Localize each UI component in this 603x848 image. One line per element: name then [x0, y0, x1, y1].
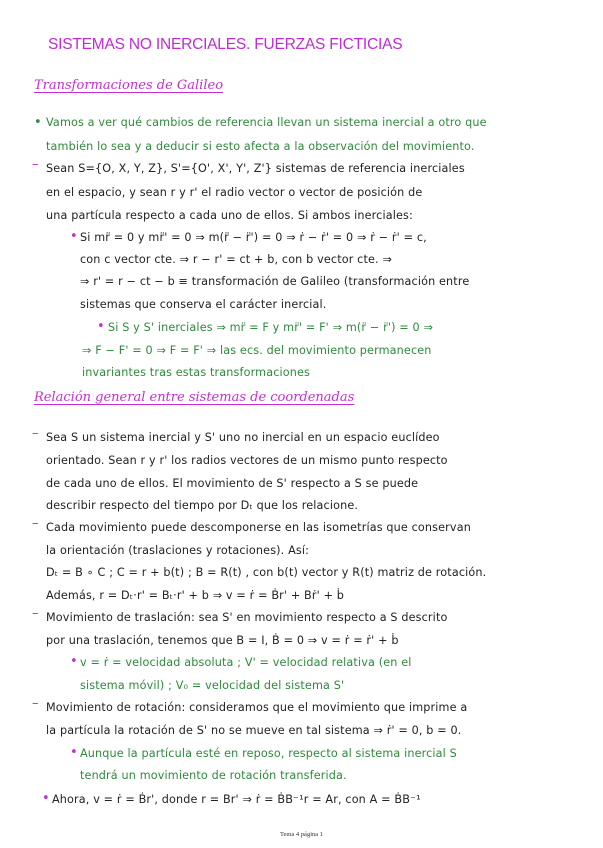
text-line: orientado. Sean r y r' los radios vectores de un mismo punto respecto: [46, 454, 448, 467]
text-line: v = ṙ = velocidad absoluta ; V' = velocidad relativa (en el: [80, 656, 412, 669]
text-line: Si S y S' inerciales ⇒ mr̈ = F y mr̈' = F' ⇒ m(r̈ − r̈') = 0 ⇒: [108, 321, 434, 334]
text-line: Movimiento de traslación: sea S' en movimiento respecto a S descrito: [46, 611, 448, 624]
bullet-dash: –: [32, 606, 39, 621]
bullet-dash: –: [32, 516, 39, 531]
text-line: Aunque la partícula esté en reposo, respecto al sistema inercial S: [80, 747, 457, 760]
bullet-dot: •: [42, 791, 50, 806]
text-line: Vamos a ver qué cambios de referencia llevan un sistema inercial a otro que: [46, 116, 487, 129]
section-heading-galileo: Transformaciones de Galileo: [34, 78, 224, 93]
text-line: por una traslación, tenemos que B = I, Ḃ = 0 ⇒ v = ṙ = ṙ' + ḃ: [46, 634, 399, 647]
text-line: Movimiento de rotación: consideramos que el movimiento que imprime a: [46, 701, 468, 714]
text-line: Además, r = Dₜ·r' = Bₜ·r' + b ⇒ v = ṙ = Ḃr' + Bṙ' + ḃ: [46, 589, 345, 602]
page-title: SISTEMAS NO INERCIALES. FUERZAS FICTICIAS: [48, 36, 403, 53]
bullet-dash: –: [32, 157, 39, 172]
section-heading-relacion: Relación general entre sistemas de coordenadas: [34, 390, 355, 405]
text-line: una partícula respecto a cada uno de ellos. Si ambos inerciales:: [46, 209, 413, 222]
text-line: tendrá un movimiento de rotación transferida.: [80, 769, 347, 782]
bullet-dot: •: [70, 745, 78, 760]
text-line: sistemas que conserva el carácter inercial.: [80, 298, 327, 311]
bullet-dot: •: [70, 654, 78, 669]
bullet-dot: •: [70, 229, 78, 244]
text-line: Cada movimiento puede descomponerse en las isometrías que conservan: [46, 521, 471, 534]
text-line: ⇒ r' = r − ct − b ≡ transformación de Galileo (transformación entre: [80, 275, 470, 288]
bullet-dash: –: [32, 426, 39, 441]
text-line: sistema móvil) ; V₀ = velocidad del sistema S': [80, 679, 345, 692]
text-line: Si mr̈ = 0 y mr̈' = 0 ⇒ m(r̈ − r̈') = 0 ⇒ ṙ − ṙ' = 0 ⇒ ṙ − ṙ' = c,: [80, 231, 427, 244]
text-line: Ahora, v = ṙ = Ḃr', donde r = Br' ⇒ ṙ = ḂB⁻¹r = Ar, con A = ḂB⁻¹: [52, 793, 421, 806]
text-line: con c vector cte. ⇒ r − r' = ct + b, con b vector cte. ⇒: [80, 253, 392, 266]
text-line: Sea S un sistema inercial y S' uno no inercial en un espacio euclídeo: [46, 431, 440, 444]
bullet-dash: –: [32, 696, 39, 711]
text-line: describir respecto del tiempo por Dₜ que los relacione.: [46, 499, 359, 512]
text-line: la partícula la rotación de S' no se mueve en tal sistema ⇒ ṙ' = 0, b = 0.: [46, 724, 462, 737]
bullet-dot: •: [97, 319, 105, 334]
text-line: Dₜ = B ∘ C ; C = r + b(t) ; B = R(t) , con b(t) vector y R(t) matriz de rotación.: [46, 566, 487, 579]
text-line: invariantes tras estas transformaciones: [82, 366, 311, 379]
text-line: en el espacio, y sean r y r' el radio vector o vector de posición de: [46, 186, 423, 199]
text-line: de cada uno de ellos. El movimiento de S' respecto a S se puede: [46, 477, 419, 490]
text-line: la orientación (traslaciones y rotaciones). Así:: [46, 544, 310, 557]
bullet-dot: •: [34, 115, 42, 130]
text-line: ⇒ F − F' = 0 ⇒ F = F' ⇒ las ecs. del movimiento permanecen: [82, 344, 432, 357]
text-line: también lo sea y a deducir si esto afecta a la observación del movimiento.: [46, 140, 475, 153]
page-footer: Tema 4 página 1: [279, 831, 324, 838]
text-line: Sean S={O, X, Y, Z}, S'={O', X', Y', Z'} sistemas de referencia inerciales: [46, 162, 465, 175]
